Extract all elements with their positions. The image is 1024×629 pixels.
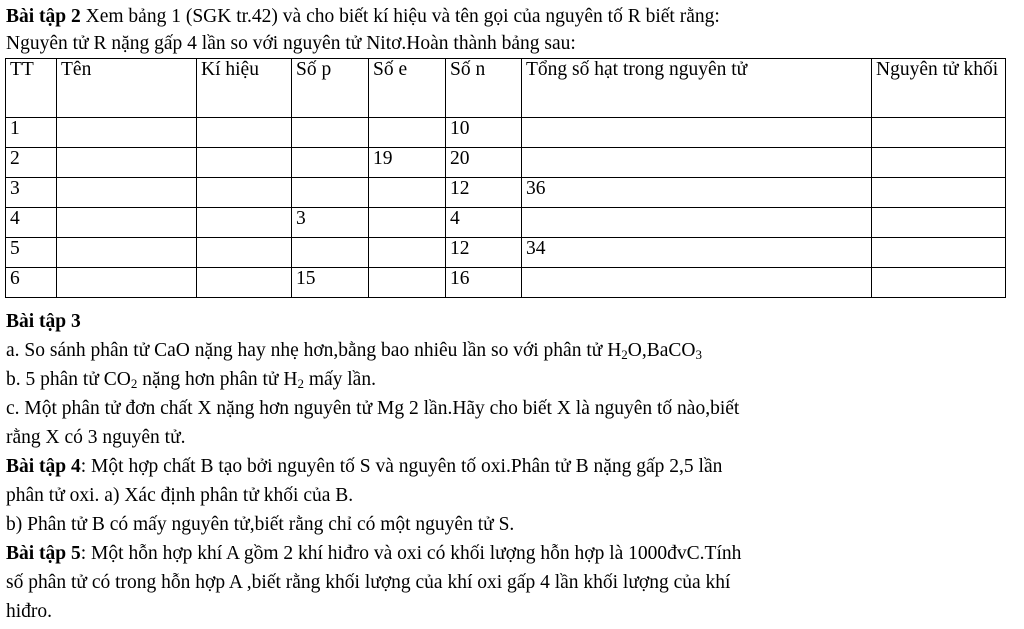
table-header-cell: Tên	[57, 59, 197, 118]
subscript: 2	[621, 347, 628, 362]
table-cell	[197, 148, 292, 178]
exercise-3a	[6, 339, 702, 363]
table-cell	[292, 118, 369, 148]
table-cell	[369, 178, 446, 208]
table-cell	[57, 208, 197, 238]
exercise-2-heading: Bài tập 2	[6, 6, 81, 27]
exercise-3c-line-2: rằng X có 3 nguyên tử.	[6, 427, 186, 448]
table-cell	[872, 268, 1006, 298]
table-cell: 6	[6, 268, 57, 298]
table-cell: 5	[6, 238, 57, 268]
table-cell: 36	[522, 178, 872, 208]
table-cell: 4	[6, 208, 57, 238]
table-cell: 4	[446, 208, 522, 238]
table-row	[6, 118, 1006, 148]
table-row	[6, 148, 1006, 178]
exercise-3b	[6, 368, 376, 392]
exercise-4-line-3: b) Phân tử B có mấy nguyên tử,biết rằng chỉ có một nguyên tử S.	[6, 514, 515, 535]
exercise-3-heading: Bài tập 3	[6, 311, 81, 332]
table-cell: 3	[292, 208, 369, 238]
exercise-4-line-1	[6, 455, 722, 478]
table-header-cell: Nguyên tử khối	[872, 59, 1006, 118]
table-cell	[197, 178, 292, 208]
table-cell	[522, 268, 872, 298]
table-cell	[197, 118, 292, 148]
table-row	[6, 178, 1006, 208]
exercise-3b-text: b. 5 phân tử CO	[6, 369, 131, 390]
table-cell	[197, 208, 292, 238]
exercise-5-text: : Một hỗn hợp khí A gồm 2 khí hiđro và oxi có khối lượng hỗn hợp là 1000đvC.Tính	[80, 543, 742, 564]
table-cell	[369, 208, 446, 238]
exercise-3c-line-1: c. Một phân tử đơn chất X nặng hơn nguyên tử Mg 2 lần.Hãy cho biết X là nguyên tố nào,biết	[6, 398, 740, 419]
table-row	[6, 268, 1006, 298]
exercise-3a-text: a. So sánh phân tử CaO nặng hay nhẹ hơn,bằng bao nhiêu lần so với phân tử H	[6, 340, 622, 361]
subscript: 2	[130, 376, 138, 391]
table-cell: 15	[292, 268, 369, 298]
exercise-3a-mid: O,BaCO	[627, 340, 696, 361]
table-header-cell: Số n	[446, 59, 522, 118]
exercise-2-intro-text: Xem bảng 1 (SGK tr.42) và cho biết kí hiệu và tên gọi của nguyên tố R biết rằng:	[80, 6, 720, 27]
table-header-cell: Số p	[292, 59, 369, 118]
table-cell: 20	[446, 148, 522, 178]
subscript: 3	[695, 347, 702, 362]
table-cell: 34	[522, 238, 872, 268]
table-cell: 2	[6, 148, 57, 178]
table-cell	[57, 178, 197, 208]
table-cell	[872, 208, 1006, 238]
table-cell	[57, 238, 197, 268]
table-cell	[292, 148, 369, 178]
table-cell	[369, 268, 446, 298]
table-cell	[369, 238, 446, 268]
table-cell: 12	[446, 238, 522, 268]
table-cell	[369, 118, 446, 148]
table-cell	[872, 178, 1006, 208]
table-cell	[872, 238, 1006, 268]
exercise-2-intro	[6, 5, 720, 28]
table-cell	[522, 208, 872, 238]
exercise-5-line-2: số phân tử có trong hỗn hợp A ,biết rằng khối lượng của khí oxi gấp 4 lần khối lượng của khí	[6, 572, 731, 593]
exercise-4-heading: Bài tập 4	[6, 456, 81, 477]
exercise-2-instruction: Nguyên tử R nặng gấp 4 lần so với nguyên tử Nitơ.Hoàn thành bảng sau:	[6, 33, 576, 54]
exercise-4-text: : Một hợp chất B tạo bởi nguyên tố S và nguyên tố oxi.Phân tử B nặng gấp 2,5 lần	[80, 456, 723, 477]
table-cell	[292, 178, 369, 208]
table-cell	[57, 268, 197, 298]
table-header-cell: Số e	[369, 59, 446, 118]
table-row	[6, 208, 1006, 238]
table-header-cell: Tổng số hạt trong nguyên tử	[522, 59, 872, 118]
table-cell: 19	[369, 148, 446, 178]
table-cell: 12	[446, 178, 522, 208]
subscript: 2	[297, 376, 304, 391]
table-cell	[872, 118, 1006, 148]
table-cell: 1	[6, 118, 57, 148]
table-header-cell: TT	[6, 59, 57, 118]
exercise-5-line-3: hiđro.	[6, 601, 53, 622]
table-cell	[197, 268, 292, 298]
table-header-cell: Kí hiệu	[197, 59, 292, 118]
table-header-row	[6, 59, 1006, 118]
exercise-3b-text-3: mấy lần.	[303, 369, 376, 390]
exercise-3b-text-2: nặng hơn phân tử H	[137, 369, 298, 390]
exercise-5-line-1	[6, 542, 741, 565]
table-cell: 3	[6, 178, 57, 208]
exercise-5-heading: Bài tập 5	[6, 543, 81, 564]
table-row	[6, 238, 1006, 268]
table-cell	[57, 118, 197, 148]
table-cell: 10	[446, 118, 522, 148]
table-cell	[57, 148, 197, 178]
table-cell	[197, 238, 292, 268]
exercise-4-line-2: phân tử oxi. a) Xác định phân tử khối của B.	[6, 485, 354, 506]
table-cell	[522, 148, 872, 178]
table-cell	[292, 238, 369, 268]
element-table	[5, 58, 1006, 298]
table-cell: 16	[446, 268, 522, 298]
table-cell	[872, 148, 1006, 178]
table-cell	[522, 118, 872, 148]
